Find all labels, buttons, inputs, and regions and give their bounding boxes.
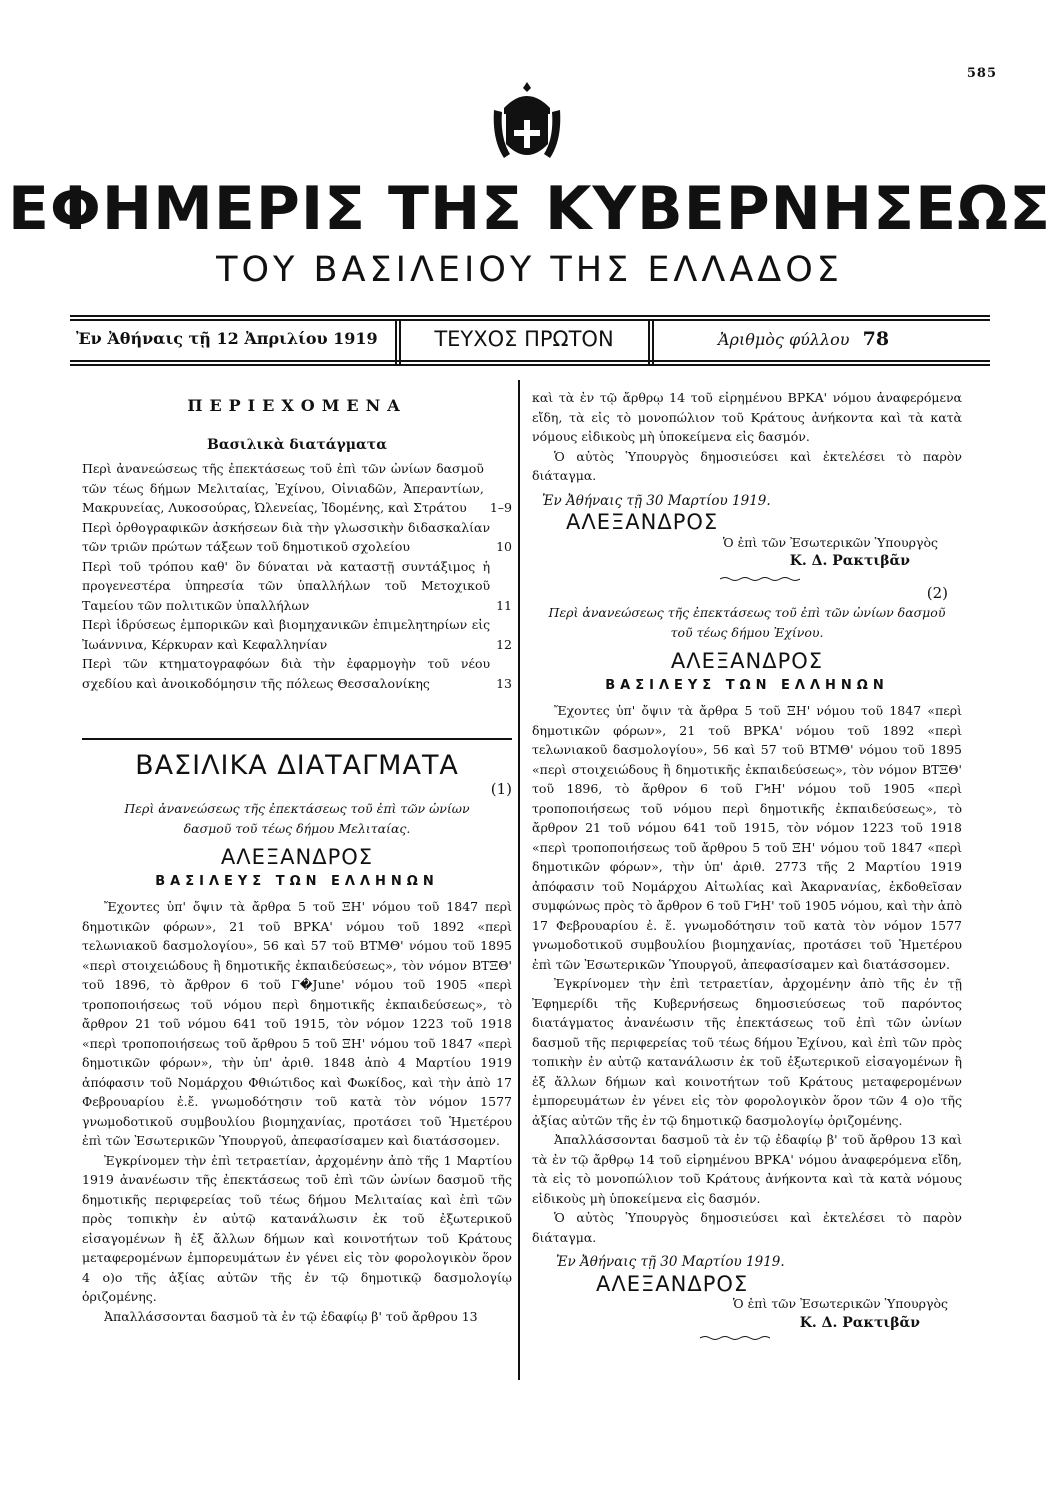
right-column [532, 388, 962, 1341]
header-rule-top [70, 315, 990, 317]
sheet-number: 78 [862, 328, 890, 350]
sheet-label-text: Ἀριθμὸς φύλλου [718, 330, 850, 349]
decree-2-minister-role: Ὁ ἐπὶ τῶν Ἐσωτερικῶν Ὑπουργὸς [732, 1296, 948, 1311]
decree-1-paragraph: Ἀπαλλάσσονται δασμοῦ τὰ ἐν τῷ ἐδαφίῳ β' τοῦ ἄρθρου 13 [104, 1308, 478, 1324]
header-rule-top-2 [70, 319, 990, 321]
contents-entry [82, 557, 512, 616]
contents-end-rule [82, 738, 512, 740]
header-divider [648, 319, 650, 364]
decree-1-king-signature: ΑΛΕΞΑΝΔΡΟΣ [566, 510, 719, 534]
contents-entry-text: Περὶ τῶν κτηματογραφόων διὰ τὴν ἐφαρμογὴν τοῦ νέου σχεδίου καὶ ἀνοικοδόμησιν τῆς πόλεως Θεσσαλονίκης [82, 656, 491, 691]
coat-of-arms-icon [490, 80, 564, 170]
masthead-title: ΕΦΗΜΕΡΙΣ ΤΗΣ ΚΥΒΕΡΝΗΣΕΩΣ [7, 174, 1052, 244]
contents-entry [82, 459, 512, 518]
contents-list [82, 459, 512, 693]
issue-series: ΤΕΥΧΟΣ ΠΡΩΤΟΝ [434, 327, 614, 351]
decree-2-king-title: ΒΑΣΙΛΕΥΣ ΤΩΝ ΕΛΛΗΝΩΝ [605, 677, 889, 693]
decree-1-king: ΑΛΕΞΑΝΔΡΟΣ [220, 845, 374, 869]
contents-entry [82, 654, 512, 693]
contents-entry-text: Περὶ ἱδρύσεως ἐμπορικῶν καὶ βιομηχανικῶν ἐπιμελητηρίων εἰς Ἰωάννινα, Κέρκυραν καὶ Κεφαλληνίαν [82, 617, 491, 652]
decree-1-paragraph: Ἔχοντες ὑπ' ὄψιν τὰ ἄρθρα 5 τοῦ ΞΗ' νόμου τοῦ 1847 περὶ δημοτικῶν φόρων», 21 τοῦ ΒΡΚΑ' νόμου τοῦ 1892 «περὶ τελωνιακοῦ δασμολογίου», 56 καὶ 57 τοῦ ΒΤΜΘ' νόμου τοῦ 1895 «περὶ στοιχειώδους ἢ δημοτικῆς ἐκπαιδεύσεως», τὸν νόμον ΒΤΞΘ' τοῦ 1896, τὸ ἄρθρον 6 τοῦ Γ�June' νόμου τοῦ 1905 «περὶ τροποποιήσεως τοῦ νόμου περὶ δημοτικῆς ἐκπαιδεύσεως», τὸ ἄρθρον 21 τοῦ νόμου 641 τοῦ 1915, τὸν νόμον 1223 τοῦ 1918 «περὶ τροποποιήσεως τοῦ ἄρθρου 5 τοῦ ΞΗ' νόμου τοῦ 1847 «περὶ δημοτικῶν φόρων», τὴν ὑπ' ἀριθ. 1848 ἀπὸ 4 Μαρτίου 1919 ἀπόφασιν τοῦ Νομάρχου Φθιώτιδος καὶ Φωκίδος, καὶ τὴν ἀπὸ 17 Φεβρουαρίου ἐ.ἔ. γνωμοδότησιν τοῦ κατὰ τὸν νόμον 1577 γνωμοδοτικοῦ συμβουλίου βιομηχανίας, προτάσει τοῦ Ἡμετέρου ἐπὶ τῶν Ἐσωτερικῶν Ὑπουργοῦ, ἀπεφασίσαμεν καὶ διατάσσομεν. [82, 899, 512, 1148]
contents-entry-pages: 10 [496, 539, 512, 554]
decree-2-paragraph: Ἀπαλλάσσονται δασμοῦ τὰ ἐν τῷ ἐδαφίῳ β' τοῦ ἄρθρου 13 καὶ τὰ ἐν τῷ ἄρθρῳ 14 τοῦ εἰρημένου ΒΡΚΑ' νόμου ἀναφερόμενα εἴδη, τὰ εἰς τὸ μονοπώλιον τοῦ Κράτους ἀνήκοντα καὶ τὰ κατὰ νόμους εἰδικοὺς μὴ ὑποκείμενα εἰς δασμόν. [532, 1132, 962, 1206]
header-rule-bottom [70, 360, 990, 362]
header-rule-bottom-2 [70, 364, 990, 366]
decree-1-cont-paragraph: Ὁ αὐτὸς Ὑπουργὸς δημοσιεύσει καὶ ἐκτελέσει τὸ παρὸν διάταγμα. [532, 448, 962, 483]
contents-entry [82, 615, 512, 654]
decree-1-date: Ἐν Ἀθήναις τῇ 30 Μαρτίου 1919. [542, 492, 771, 509]
contents-subheading: Βασιλικὰ διατάγματα [207, 436, 387, 453]
sheet-label [718, 326, 918, 352]
contents-entry-pages: 13 [496, 675, 512, 691]
issue-date: Ἐν Ἀθήναις τῇ 12 Ἀπριλίου 1919 [76, 329, 378, 348]
decree-1-minister-role: Ὁ ἐπὶ τῶν Ἐσωτερικῶν Ὑπουργὸς [722, 534, 938, 550]
decree-1-cont-paragraph: καὶ τὰ ἐν τῷ ἄρθρῳ 14 τοῦ εἰρημένου ΒΡΚΑ' νόμου ἀναφερόμενα εἴδη, τὰ εἰς τὸ μονοπώλιον τοῦ Κράτους ἀνήκοντα καὶ τὰ κατὰ νόμους εἰδικοὺς μὴ ὑποκείμενα εἰς δασμόν. [532, 390, 962, 444]
section-title: ΒΑΣΙΛΙΚΑ ΔΙΑΤΑΓΜΑΤΑ [135, 750, 459, 781]
decree-1-minister [532, 533, 962, 572]
contents-entry-pages: 12 [496, 636, 512, 652]
header-divider [652, 319, 654, 364]
header-divider [399, 319, 401, 364]
contents-entry-text: Περὶ ἀνανεώσεως τῆς ἐπεκτάσεως τοῦ ἐπὶ τῶν ὠνίων δασμοῦ τῶν τέως δήμων Μελιταίας, Ἐχίνου, Οἰνιαδῶν, Ἀπεραντίων, Μακρυνείας, Λυκοσούρας, Ὠλενείας, Ἰδομένης, καὶ Στράτου [82, 461, 484, 515]
column-divider [518, 380, 520, 1380]
contents-heading: ΠΕΡΙΕΧΟΜΕΝΑ [187, 396, 407, 415]
contents-entry-pages: 1–9 [489, 500, 512, 515]
decree-2-paragraph: Ἔχοντες ὑπ' ὄψιν τὰ ἄρθρα 5 τοῦ ΞΗ' νόμου τοῦ 1847 «περὶ δημοτικῶν φόρων», 21 τοῦ ΒΡΚΑ' νόμου τοῦ 1892 «περὶ τελωνιακοῦ δασμολογίου», 56 καὶ 57 τοῦ ΒΤΜΘ' νόμου τοῦ 1895 «περὶ στοιχειώδους ἢ δημοτικῆς ἐκπαιδεύσεως», τὸν νόμον ΒΤΞΘ' τοῦ 1896, τὸ ἄρθρον 6 τοῦ ΓϞΗ' νόμου τοῦ 1905 «περὶ τροποποιήσεως τοῦ νόμου περὶ δημοτικῆς ἐκπαιδεύσεως», τὸ ἄρθρον 21 τοῦ νόμου 641 τοῦ 1915, τὸν νόμον 1223 τοῦ 1918 «περὶ τροποποιήσεως τοῦ ἄρθρου 5 τοῦ ΞΗ' νόμου τοῦ 1847 «περὶ δημοτικῶν φόρων», τὴν ὑπ' ἀριθ. 2773 τῆς 2 Μαρτίου 1919 ἀπόφασιν τοῦ Νομάρχου Αἰτωλίας καὶ Ἀκαρνανίας, ἐκδοθεῖσαν συμφώνως πρὸς τὸ ἄρθρον 6 τοῦ ΓϞΗ' τοῦ 1905 νόμου, καὶ τὴν ἀπὸ 17 Φεβρουαρίου ἐ. ἔ. γνωμοδότησιν τοῦ κατὰ τὸν νόμον 1577 γνωμοδοτικοῦ συμβουλίου βιομηχανίας, προτάσει τοῦ Ἡμετέρου ἐπὶ τῶν Ἐσωτερικῶν Ὑπουργοῦ, ἀπεφασίσαμεν καὶ διατάσσομεν. [532, 703, 962, 972]
header-divider [395, 319, 397, 364]
separator-ornament [700, 1335, 770, 1341]
masthead-subtitle: ΤΟΥ ΒΑΣΙΛΕΙΟΥ ΤΗΣ ΕΛΛΑΔΟΣ [216, 250, 843, 290]
decree-1-king-title: ΒΑΣΙΛΕΥΣ ΤΩΝ ΕΛΛΗΝΩΝ [155, 873, 439, 889]
decree-2-minister-name: Κ. Δ. Ρακτιβᾶν [799, 1314, 920, 1331]
decree-2-minister [532, 1294, 962, 1333]
page-number: 585 [966, 66, 997, 81]
decree-1-title: Περὶ ἀνανεώσεως τῆς ἐπεκτάσεως τοῦ ἐπὶ τῶν ὠνίων δασμοῦ τοῦ τέως δήμου Μελιταίας. [124, 801, 470, 836]
decree-1-paragraph: Ἐγκρίνομεν τὴν ἐπὶ τετραετίαν, ἀρχομένην ἀπὸ τῆς 1 Μαρτίου 1919 ἀνανέωσιν τῆς ἐπεκτάσεως τοῦ ἐπὶ τῶν ὠνίων δασμοῦ τῆς δημοτικῆς περιφερείας τοῦ τέως δήμου Μελιταίας καὶ ἐπὶ τῶν πρὸς τοπικὴν ἐν αὐτῷ κατανάλωσιν ἐκ τοῦ ἐξωτερικοῦ εἰσαγομένων ἢ ἐξ ἄλλων δήμων καὶ κοινοτήτων τοῦ Κράτους μεταφερομένων ἐμπορευμάτων ἐν γένει εἰς τὸν φορολογικὸν ὅρον 4 ο)ο τῆς ἀξίας αὐτῶν τῆς ἐν τῷ δημοτικῷ δασμολογίῳ ὁριζομένης. [82, 1152, 512, 1304]
left-column [82, 396, 512, 693]
decree-1-number: (1) [490, 779, 512, 798]
decree-1-minister-name: Κ. Δ. Ρακτιβᾶν [789, 553, 910, 569]
contents-entry [82, 518, 512, 557]
decree-2-king-signature: ΑΛΕΞΑΝΔΡΟΣ [596, 1271, 749, 1296]
decree-2-date: Ἐν Ἀθήναις τῇ 30 Μαρτίου 1919. [556, 1254, 785, 1270]
contents-entry-text: Περὶ τοῦ τρόπου καθ' ὃν δύναται νὰ καταστῇ συντάξιμος ἡ προγενεστέρα ὑπηρεσία τῶν ὑπαλλήλων τοῦ Μετοχικοῦ Ταμείου τῶν πολιτικῶν ὑπαλλήλων [82, 558, 491, 613]
decree-2-paragraph: Ἐγκρίνομεν τὴν ἐπὶ τετραετίαν, ἀρχομένην ἀπὸ τῆς ἐν τῇ Ἐφημερίδι τῆς Κυβερνήσεως δημοσιεύσεως τοῦ παρόντος διατάγματος ἀνανέωσιν τῆς ἐπεκτάσεως τοῦ ἐπὶ τῶν ὠνίων δασμοῦ τῆς περιφερείας τοῦ τέως δήμου Ἐχίνου, καὶ ἐπὶ τῶν πρὸς τοπικὴν ἐν αὐτῷ κατανάλωσιν ἐκ τοῦ ἐξωτερικοῦ εἰσαγομένων ἢ ἐξ ἄλλων δήμων καὶ κοινοτήτων τοῦ Κράτους μεταφερομένων ἐμπορευμάτων ἐν γένει εἰς τὸν φορολογικὸν ὅρον τῶν 4 ο)ο τῆς ἀξίας αὐτῶν τῆς ἐν τῷ δημοτικῷ δασμολογίῳ ὁριζομένης. [532, 976, 962, 1128]
decree-2-paragraph: Ὁ αὐτὸς Ὑπουργὸς δημοσιεύσει καὶ ἐκτελέσει τὸ παρὸν διάταγμα. [532, 1210, 962, 1245]
decree-2-number: (2) [926, 583, 948, 602]
separator-ornament [720, 576, 800, 582]
decree-1 [82, 750, 512, 1326]
decree-2-king: ΑΛΕΞΑΝΔΡΟΣ [670, 649, 824, 673]
decree-2-title: Περὶ ἀνανεώσεως τῆς ἐπεκτάσεως τοῦ ἐπὶ τῶν ὠνίων δασμοῦ τοῦ τέως δήμου Ἐχίνου. [548, 605, 946, 640]
contents-entry-pages: 11 [496, 597, 512, 613]
contents-entry-text: Περὶ ὀρθογραφικῶν ἀσκήσεων διὰ τὴν γλωσσικὴν διδασκαλίαν τῶν τριῶν πρώτων τάξεων τοῦ δημοτικοῦ σχολείου [82, 519, 491, 554]
